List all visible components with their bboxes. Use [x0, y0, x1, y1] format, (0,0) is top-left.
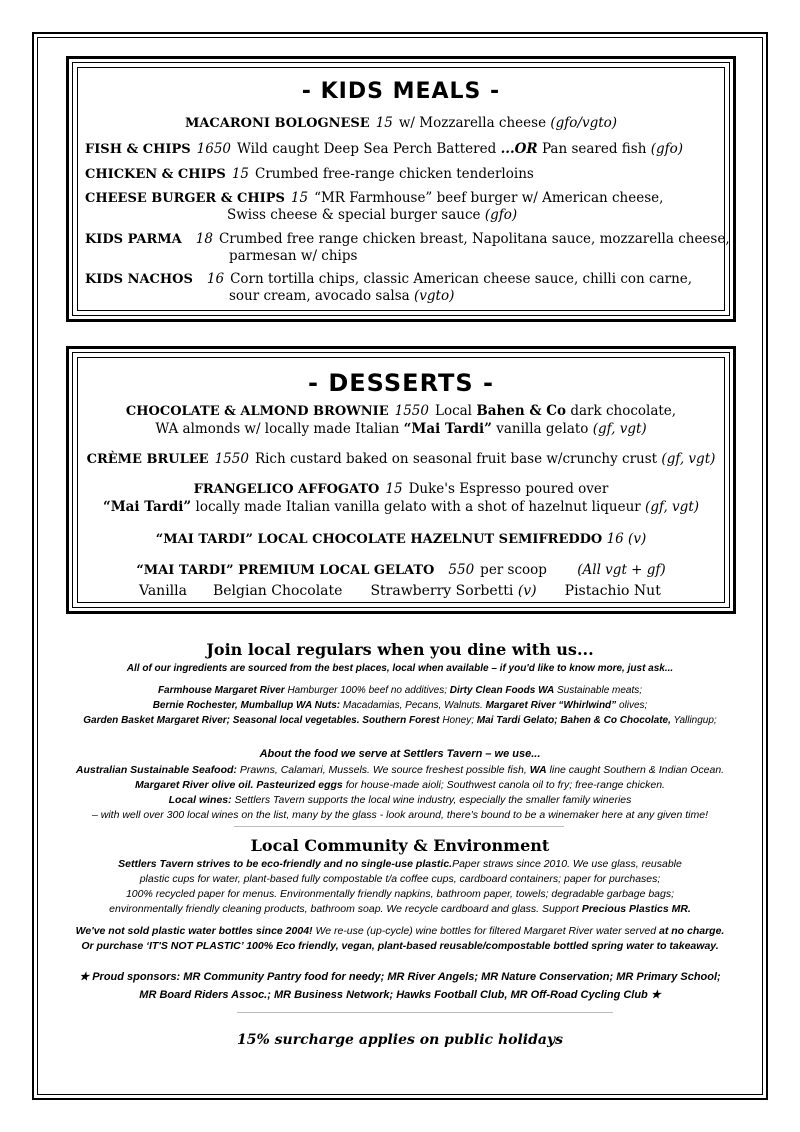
water-line: Or purchase ‘IT'S NOT PLASTIC’ 100% Eco friendly, vegan, plant-based reusable/compostable bottled spring water to takeaway.	[81, 940, 719, 952]
flavour-item: Strawberry Sorbetti	[370, 583, 514, 599]
menu-item: CHOCOLATE & ALMOND BROWNIE 1550 Local Bahen & Co dark chocolate,	[125, 403, 677, 419]
desserts-title: - DESSERTS -	[308, 369, 494, 397]
menu-item-cont: sour cream, avocado salsa (vgto)	[229, 288, 455, 304]
surcharge-note: 15% surcharge applies on public holidays	[237, 1032, 563, 1048]
menu-item: FRANGELICO AFFOGATO 15 Duke's Espresso poured over	[193, 481, 609, 497]
star-icon: ★	[79, 971, 90, 983]
menu-item: CHICKEN & CHIPS 15 Crumbed free-range chicken tenderloins	[85, 166, 534, 182]
food-heading: About the food we serve at Settlers Tavern – we use...	[259, 748, 541, 760]
food-line: Margaret River olive oil. Pasteurized eggs for house-made aioli; Southwest canola oil to fry; free-range chicken.	[135, 779, 665, 791]
kids-meals-box	[66, 56, 736, 322]
menu-item: MACARONI BOLOGNESE 15 w/ Mozzarella cheese (gfo/vgto)	[184, 115, 618, 131]
food-line: Local wines: Settlers Tavern supports the local wine industry, especially the smaller family wineries	[168, 794, 632, 806]
community-line: 100% recycled paper for menus. Environmentally friendly napkins, bathroom paper, towels; degradable garbage bags;	[125, 888, 675, 900]
food-line: Australian Sustainable Seafood: Prawns, Calamari, Mussels. We source freshest possible fish, WA line caught Southern & Indian Ocean.	[75, 764, 725, 776]
menu-item: “MAI TARDI” PREMIUM LOCAL GELATO 550 per scoop (All vgt + gf)	[136, 562, 666, 578]
menu-item-cont: WA almonds w/ locally made Italian “Mai Tardi” vanilla gelato (gf, vgt)	[155, 421, 647, 437]
flavour-item: Vanilla	[139, 583, 187, 599]
kids-meals-title: - KIDS MEALS -	[301, 79, 501, 104]
menu-item: KIDS NACHOS 16 Corn tortilla chips, classic American cheese sauce, chilli con carne,	[85, 271, 693, 287]
menu-item: FISH & CHIPS 1650 Wild caught Deep Sea Perch Battered ...OR Pan seared fish (gfo)	[85, 141, 684, 157]
menu-item: KIDS PARMA 18 Crumbed free range chicken breast, Napolitana sauce, mozzarella cheese,	[85, 231, 730, 247]
menu-item-cont: parmesan w/ chips	[229, 248, 358, 264]
sponsors-line: ★ Proud sponsors: MR Community Pantry food for needy; MR River Angels; MR Nature Conservation; MR Primary School;	[79, 971, 721, 983]
flavour-item: Belgian Chocolate	[212, 583, 343, 599]
divider	[237, 1012, 613, 1013]
community-heading: Local Community & Environment	[250, 836, 550, 855]
community-line: environmentally friendly cleaning products, bathroom soap. We recycle cardboard and glass. Support Precious Plastics MR.	[109, 903, 691, 915]
supplier-line: Farmhouse Margaret River Hamburger 100% beef no additives; Dirty Clean Foods WA Sustainable meats;	[157, 685, 643, 696]
community-line: Settlers Tavern strives to be eco-friendly and no single-use plastic.Paper straws since 2010. We use glass, reusable	[118, 858, 682, 870]
water-line: We've not sold plastic water bottles since 2004! We re-use (up-cycle) wine bottles for filtered Margaret River water served at no charge.	[75, 925, 725, 937]
community-line: plastic cups for water, plant-based fully compostable t/a coffee cups, cardboard containers; paper for purchases;	[139, 873, 661, 885]
supplier-line: Bernie Rochester, Mumballup WA Nuts: Macadamias, Pecans, Walnuts. Margaret River “Whirlwind” olives;	[152, 700, 648, 711]
desserts-box	[66, 346, 736, 614]
menu-item-cont: Swiss cheese & special burger sauce (gfo)	[227, 207, 518, 223]
sponsors-line: MR Board Riders Assoc.; MR Business Network; Hawks Football Club, MR Off-Road Cycling Club ★	[139, 989, 661, 1001]
local-subheading: All of our ingredients are sourced from the best places, local when available – if you'd like to know more, just ask...	[126, 663, 674, 674]
food-line: – with well over 300 local wines on the list, many by the glass - look around, there's bound to be a winemaker here at any given time!	[91, 809, 708, 821]
gelato-flavours: Vanilla Belgian Chocolate Strawberry Sorbetti (v) Pistachio Nut	[139, 583, 661, 599]
supplier-line: Garden Basket Margaret River; Seasonal local vegetables. Southern Forest Honey; Mai Tardi Gelato; Bahen & Co Chocolate, Yallingup;	[83, 715, 717, 726]
menu-item: “MAI TARDI” LOCAL CHOCOLATE HAZELNUT SEMIFREDDO 16 (v)	[155, 531, 647, 547]
flavour-item: Pistachio Nut	[564, 583, 661, 599]
local-heading: Join local regulars when you dine with us...	[206, 640, 594, 659]
star-icon: ★	[650, 989, 661, 1001]
menu-item: CHEESE BURGER & CHIPS 15 “MR Farmhouse” beef burger w/ American cheese,	[85, 190, 664, 206]
divider	[234, 826, 564, 827]
menu-item: CRÈME BRULEE 1550 Rich custard baked on seasonal fruit base w/crunchy crust (gf, vgt)	[86, 451, 716, 467]
menu-item-cont: “Mai Tardi” locally made Italian vanilla gelato with a shot of hazelnut liqueur (gf, vgt)	[102, 499, 700, 515]
